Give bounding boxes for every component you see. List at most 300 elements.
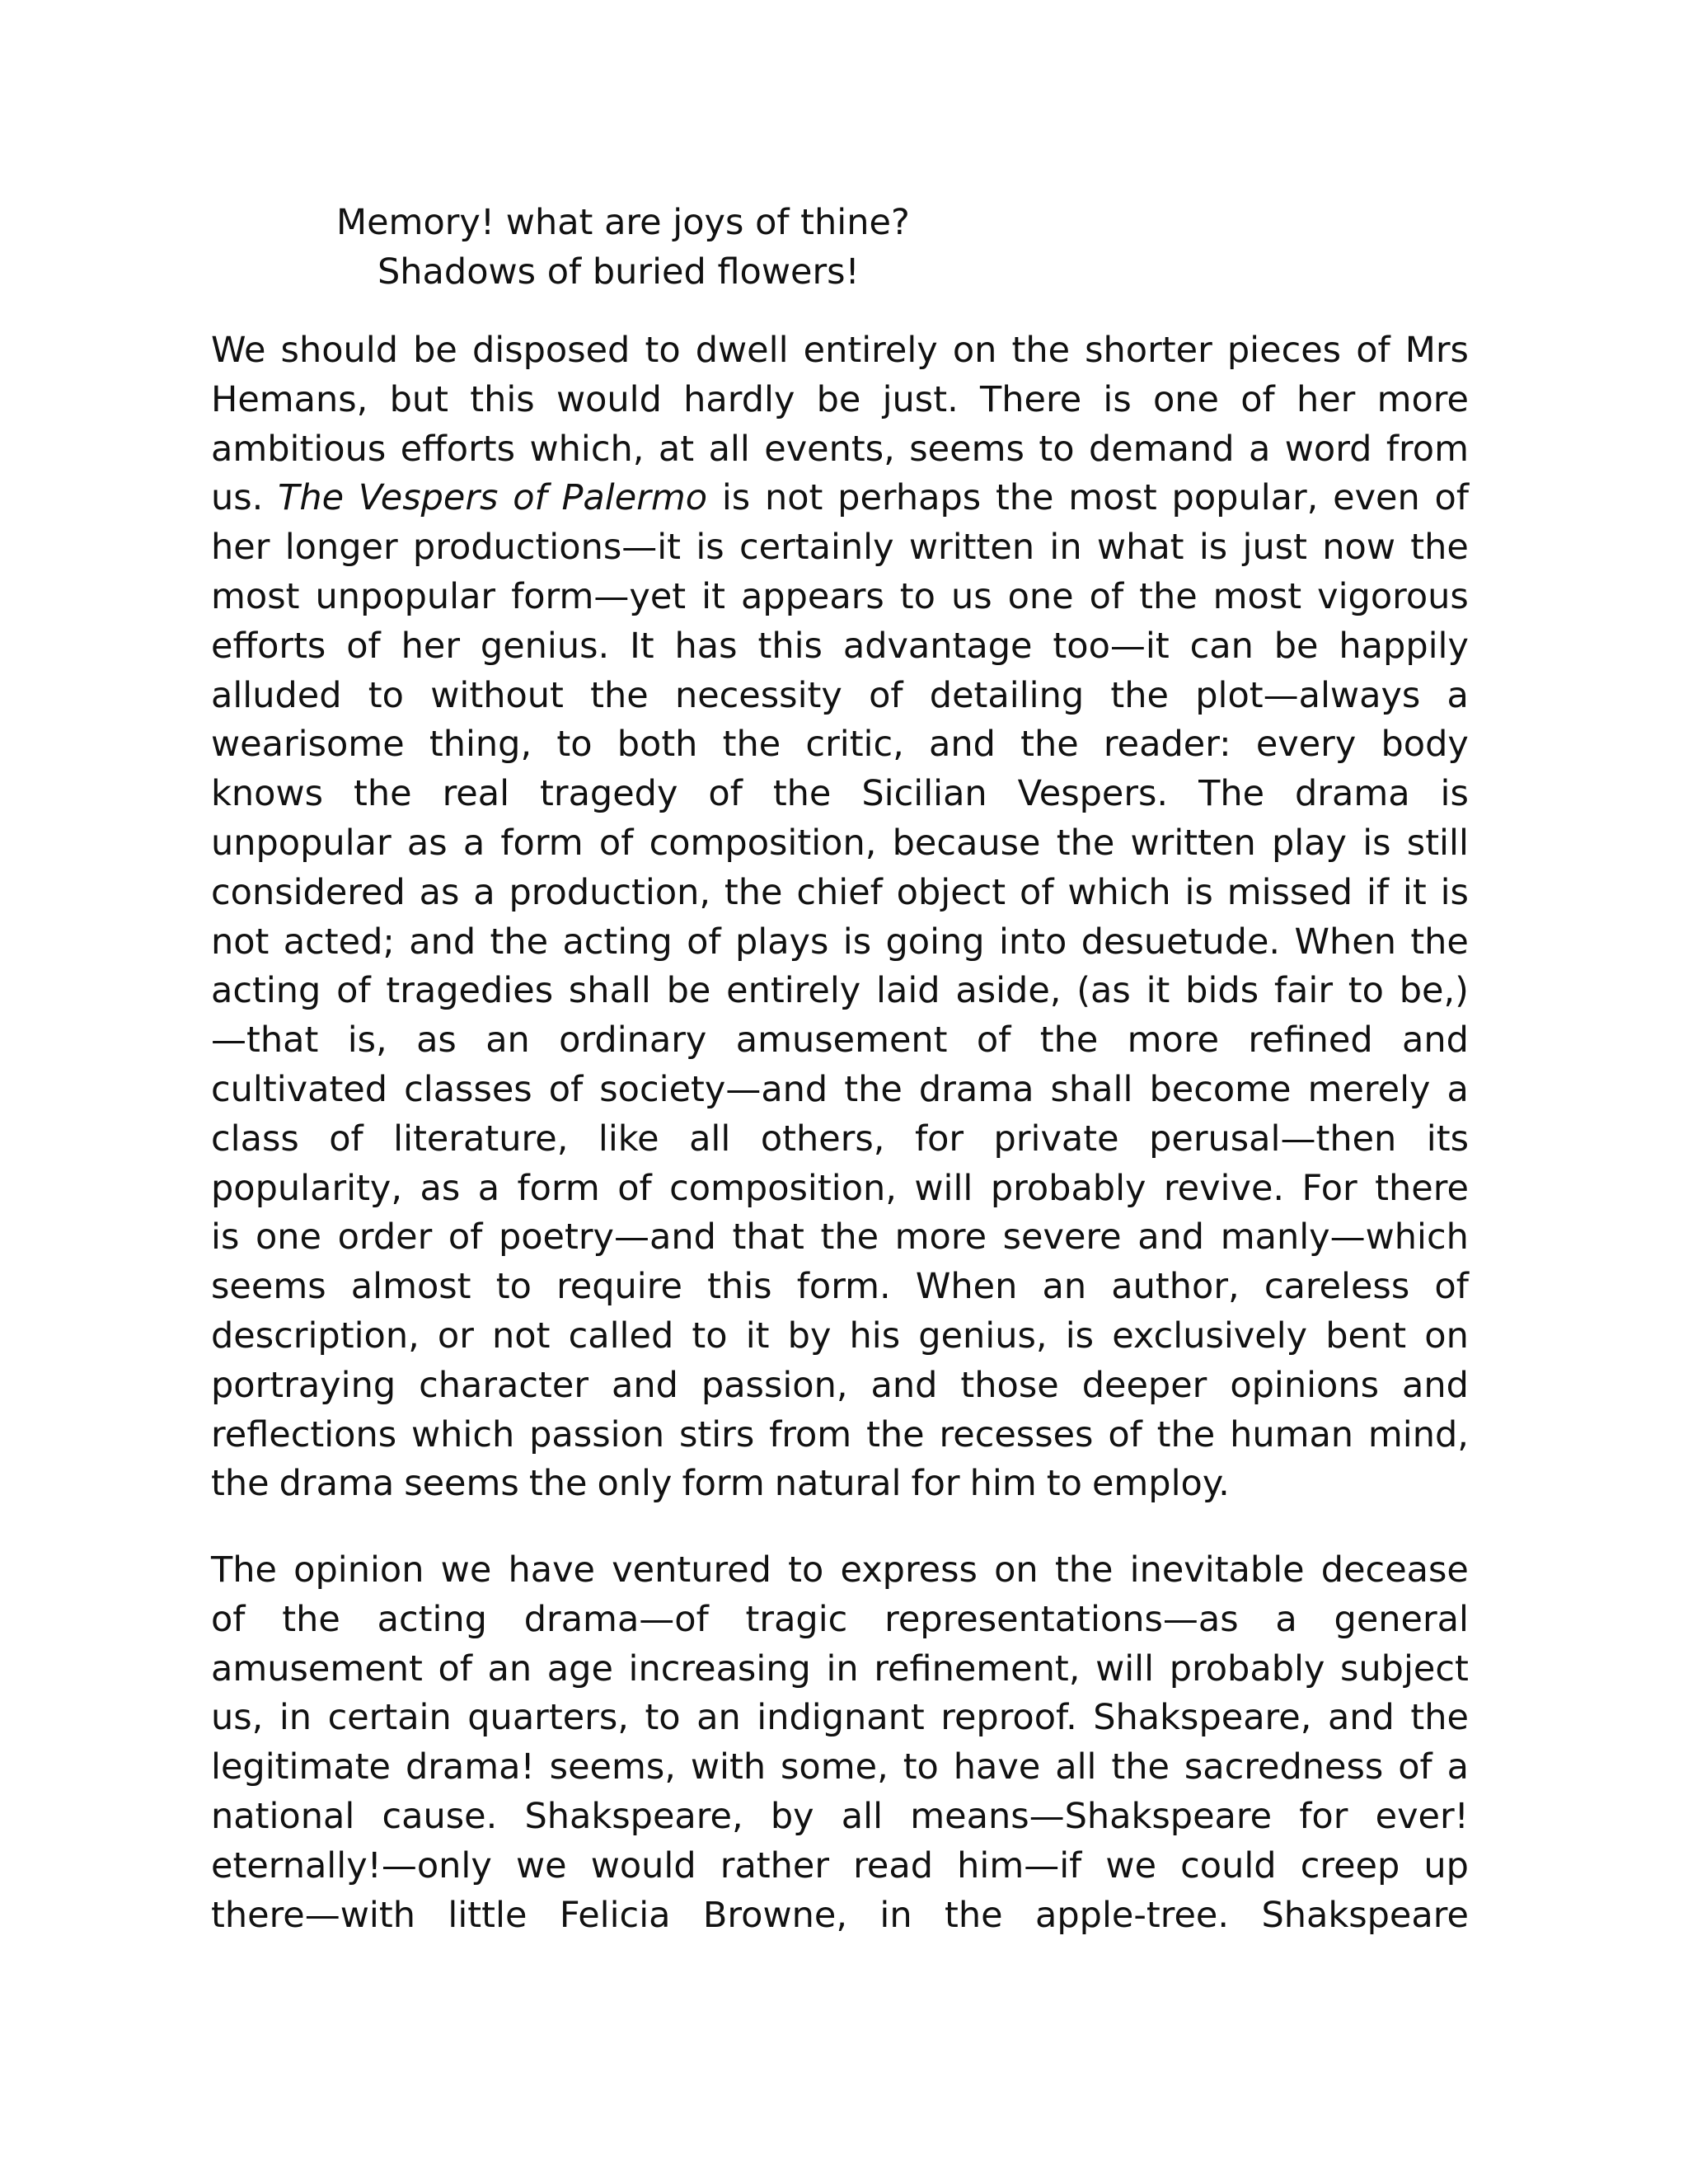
word: like xyxy=(598,1118,659,1160)
word: pieces xyxy=(1226,330,1342,371)
word: to xyxy=(645,330,681,371)
word: most xyxy=(1212,575,1302,617)
word: employ. xyxy=(1091,1463,1230,1505)
word: should xyxy=(280,330,399,371)
word: a xyxy=(1248,428,1271,470)
word: to xyxy=(645,1697,681,1739)
word: the xyxy=(1410,921,1469,963)
word: little xyxy=(448,1894,528,1936)
word: demand xyxy=(1088,428,1235,470)
word: to xyxy=(1039,428,1075,470)
word: of xyxy=(438,1647,472,1690)
word: reproof. xyxy=(940,1697,1077,1739)
word: composition, xyxy=(649,822,877,864)
word: is xyxy=(1362,822,1391,864)
word: alluded xyxy=(211,674,342,716)
word: more xyxy=(1127,1019,1220,1062)
word: and xyxy=(1327,1697,1395,1739)
word: indignant xyxy=(757,1697,925,1739)
word: of xyxy=(1398,1746,1432,1788)
word: and xyxy=(612,1364,678,1406)
word: chief xyxy=(796,871,883,913)
word: passion, xyxy=(701,1364,848,1406)
word: not xyxy=(492,1315,551,1357)
paragraph-line xyxy=(211,1694,1469,1743)
word: stirs xyxy=(678,1413,755,1455)
word: the xyxy=(1110,674,1169,716)
word: refinement, xyxy=(874,1647,1081,1690)
verse-epigraph xyxy=(336,198,910,297)
word: When xyxy=(1294,921,1396,963)
word: just xyxy=(1242,527,1307,569)
word: be xyxy=(413,330,457,371)
word: knows xyxy=(211,773,324,815)
paragraph-line xyxy=(211,1213,1469,1263)
word: with xyxy=(690,1746,767,1788)
word: play xyxy=(1271,822,1347,864)
word: is xyxy=(1440,773,1469,815)
word: us xyxy=(950,575,992,617)
word: her xyxy=(1296,378,1356,420)
word: passion xyxy=(529,1413,665,1455)
word: aside, xyxy=(955,970,1062,1012)
word: is xyxy=(1184,871,1213,913)
word: is xyxy=(721,477,751,519)
word: unpopular xyxy=(211,822,392,864)
word: efforts xyxy=(400,428,516,470)
word: will xyxy=(1095,1647,1155,1690)
word: quarters, xyxy=(467,1697,629,1739)
word: the xyxy=(590,674,649,716)
word: there—with xyxy=(211,1894,415,1936)
word: productions—it xyxy=(412,527,682,569)
word: an xyxy=(485,1019,530,1062)
word: tragedies xyxy=(386,970,554,1012)
word: and xyxy=(409,921,476,963)
word: the xyxy=(724,871,783,913)
word: shall xyxy=(568,970,651,1012)
word: into xyxy=(998,921,1067,963)
word: would xyxy=(590,1844,696,1886)
word: age xyxy=(546,1647,613,1690)
word: sacredness xyxy=(1184,1746,1384,1788)
word: others, xyxy=(760,1118,885,1160)
word: bent xyxy=(1325,1315,1407,1357)
word: is xyxy=(211,1216,240,1258)
word: merely xyxy=(1307,1068,1431,1110)
italic-title-word: Palermo xyxy=(561,477,708,519)
paragraph-1 xyxy=(211,326,1469,1509)
word: to xyxy=(368,674,404,716)
word: of xyxy=(346,625,381,667)
word: cause. xyxy=(382,1795,498,1837)
word: genius. xyxy=(480,625,610,667)
word: us, xyxy=(211,1697,264,1739)
word: drama xyxy=(1295,773,1410,815)
word: cultivated xyxy=(211,1068,388,1110)
word: drama xyxy=(918,1068,1034,1110)
word: acting xyxy=(562,921,673,963)
paragraph-line xyxy=(211,573,1469,622)
verse-line-1: Memory! what are joys of thine? xyxy=(336,202,910,243)
word: Felicia xyxy=(559,1894,671,1936)
word: called xyxy=(568,1315,674,1357)
word: private xyxy=(993,1118,1119,1160)
word: for xyxy=(1299,1795,1348,1837)
word: is xyxy=(1198,527,1228,569)
word: For xyxy=(1301,1167,1357,1209)
word: efforts xyxy=(211,625,326,667)
word: by xyxy=(770,1795,814,1837)
word: be xyxy=(816,378,861,420)
word: this xyxy=(470,378,535,420)
word: certain xyxy=(327,1697,452,1739)
word: him—if xyxy=(957,1844,1082,1886)
word: a xyxy=(477,1167,500,1209)
word: inevitable xyxy=(1129,1549,1305,1591)
word: the xyxy=(1056,822,1115,864)
word: can xyxy=(1189,625,1254,667)
word: what xyxy=(1096,527,1184,569)
word: a xyxy=(1275,1598,1297,1640)
word: has xyxy=(674,625,738,667)
word: to xyxy=(1046,1463,1082,1505)
word: all xyxy=(689,1118,731,1160)
word: Sicilian xyxy=(861,773,987,815)
word: Shakspeare xyxy=(1261,1894,1469,1936)
word: the xyxy=(820,1216,879,1258)
word: reader: xyxy=(1103,724,1231,766)
paragraph-line xyxy=(211,819,1469,869)
word: this xyxy=(757,625,823,667)
word: word xyxy=(1284,428,1372,470)
word: Hemans, xyxy=(211,378,368,420)
word: poetry—and xyxy=(498,1216,716,1258)
paragraph-line xyxy=(211,1263,1469,1312)
paragraph-line xyxy=(211,1546,1469,1596)
word: real xyxy=(442,773,510,815)
word: is xyxy=(1440,871,1469,913)
word: every xyxy=(1255,724,1357,766)
word: one xyxy=(1152,378,1220,420)
word: is, xyxy=(347,1019,387,1062)
word: without xyxy=(430,674,564,716)
word: national xyxy=(211,1795,355,1837)
paragraph-line xyxy=(211,1312,1469,1361)
word: almost xyxy=(350,1266,471,1308)
word: read xyxy=(853,1844,934,1886)
word: of xyxy=(708,773,743,815)
word: be xyxy=(666,970,711,1012)
word: for xyxy=(914,1118,964,1160)
word: which, xyxy=(529,428,645,470)
word: Shakspeare, xyxy=(524,1795,743,1837)
word: most xyxy=(1068,477,1157,519)
word: we xyxy=(1105,1844,1157,1886)
paragraph-line xyxy=(211,672,1469,721)
word: legitimate xyxy=(211,1746,392,1788)
word: There xyxy=(979,378,1082,420)
word: could xyxy=(1180,1844,1277,1886)
word: the xyxy=(1156,1413,1216,1455)
word: classes xyxy=(404,1068,532,1110)
paragraph-line xyxy=(211,425,1469,475)
word: certainly xyxy=(738,527,894,569)
word: more xyxy=(894,1216,987,1258)
word: it xyxy=(745,1315,770,1357)
word: the xyxy=(945,1894,1003,1936)
word: on xyxy=(1424,1315,1469,1357)
paragraph-line xyxy=(211,1115,1469,1165)
word: to xyxy=(692,1315,728,1357)
word: one xyxy=(255,1216,321,1258)
word: from xyxy=(769,1413,852,1455)
word: bids xyxy=(1185,970,1259,1012)
word: we xyxy=(440,1549,492,1591)
word: form—yet xyxy=(511,575,687,617)
word: happily xyxy=(1339,625,1469,667)
word: would xyxy=(556,378,662,420)
word: drama xyxy=(279,1463,395,1505)
word: general xyxy=(1334,1598,1469,1640)
word: all xyxy=(841,1795,884,1837)
word: is xyxy=(842,921,872,963)
word: the xyxy=(282,1598,340,1640)
word: advantage xyxy=(842,625,1033,667)
word: genius, xyxy=(918,1315,1048,1357)
word: drama! xyxy=(405,1746,535,1788)
paragraph-line xyxy=(211,1361,1469,1411)
word: if xyxy=(1366,871,1390,913)
word: amusement xyxy=(735,1019,948,1062)
word: the xyxy=(490,921,549,963)
word: popularity, xyxy=(211,1167,403,1209)
word: a xyxy=(1447,1746,1469,1788)
word: the xyxy=(211,1463,270,1505)
word: to xyxy=(495,1266,532,1308)
word: detailing xyxy=(929,674,1085,716)
word: order xyxy=(337,1216,433,1258)
word: on xyxy=(952,330,997,371)
paragraph-line xyxy=(211,1793,1469,1842)
word: description, xyxy=(211,1315,420,1357)
word: of xyxy=(617,1167,652,1209)
word: have xyxy=(953,1746,1041,1788)
word: portraying xyxy=(211,1364,396,1406)
word: reflections xyxy=(211,1413,397,1455)
word: and xyxy=(1137,1216,1205,1258)
word: seems xyxy=(211,1266,326,1308)
word: the xyxy=(354,773,412,815)
word: a xyxy=(1447,674,1469,716)
word: thing, xyxy=(429,724,532,766)
word: all xyxy=(708,428,750,470)
word: us. xyxy=(211,477,264,519)
word: drama—of xyxy=(523,1598,709,1640)
word: society—and xyxy=(599,1068,828,1110)
word: and xyxy=(929,724,996,766)
word: probably xyxy=(1169,1647,1325,1690)
verse-line-2: Shadows of buried flowers! xyxy=(377,251,860,293)
word: will xyxy=(914,1167,973,1209)
word: hardly xyxy=(683,378,795,420)
word: careless xyxy=(1264,1266,1410,1308)
paragraph-line xyxy=(211,622,1469,672)
word: acting xyxy=(211,970,321,1012)
word: because xyxy=(892,822,1041,864)
word: all xyxy=(1055,1746,1097,1788)
word: and xyxy=(1402,1364,1469,1406)
paragraph-line xyxy=(211,1743,1469,1793)
word: just. xyxy=(882,378,959,420)
word: longer xyxy=(284,527,398,569)
word: and xyxy=(870,1364,938,1406)
word: events, xyxy=(764,428,895,470)
word: of xyxy=(1434,477,1469,519)
word: Mrs xyxy=(1404,330,1469,371)
word: it xyxy=(1402,871,1427,913)
paragraph-line xyxy=(211,1596,1469,1645)
word: shorter xyxy=(1085,330,1212,371)
word: as xyxy=(419,871,460,913)
word: on xyxy=(994,1549,1039,1591)
word: for xyxy=(911,1463,960,1505)
word: which xyxy=(1067,871,1171,913)
italic-title-word: of xyxy=(513,477,547,519)
word: subject xyxy=(1340,1647,1469,1690)
word: the xyxy=(866,1413,925,1455)
word: ventured xyxy=(612,1549,771,1591)
word: be,) xyxy=(1399,970,1469,1012)
word: of xyxy=(869,674,903,716)
paragraph-line xyxy=(211,1460,1469,1509)
word: is xyxy=(1103,378,1132,420)
word: means—Shakspeare xyxy=(910,1795,1273,1837)
word: is xyxy=(1065,1315,1095,1357)
word: to xyxy=(788,1549,824,1591)
word: require xyxy=(556,1266,682,1308)
word: written xyxy=(1130,822,1256,864)
word: considered xyxy=(211,871,406,913)
word: as xyxy=(416,1019,457,1062)
word: wearisome xyxy=(211,724,405,766)
word: this xyxy=(707,1266,772,1308)
word: not xyxy=(764,477,823,519)
word: form xyxy=(500,822,584,864)
paragraph-line xyxy=(211,1842,1469,1891)
word: vigorous xyxy=(1317,575,1469,617)
word: form. xyxy=(796,1266,891,1308)
word: The xyxy=(1198,773,1265,815)
word: acting xyxy=(377,1598,487,1640)
word: as xyxy=(406,822,448,864)
word: which xyxy=(411,1413,515,1455)
word: missed xyxy=(1226,871,1353,913)
word: The xyxy=(211,1549,277,1591)
word: it xyxy=(701,575,725,617)
word: of xyxy=(1089,575,1124,617)
word: to xyxy=(556,724,593,766)
word: acted; xyxy=(283,921,395,963)
paragraph-line xyxy=(211,326,1469,376)
word: manly—which xyxy=(1220,1216,1469,1258)
word: —that xyxy=(211,1019,319,1062)
word: seems xyxy=(909,428,1025,470)
paragraph-line xyxy=(211,1891,1469,1941)
word: We xyxy=(211,330,266,371)
word: tragic xyxy=(745,1598,848,1640)
word: one xyxy=(1007,575,1074,617)
word: representations—as xyxy=(884,1598,1239,1640)
word: him xyxy=(969,1463,1037,1505)
word: up xyxy=(1423,1844,1469,1886)
word: that xyxy=(732,1216,804,1258)
word: those xyxy=(960,1364,1059,1406)
word: the xyxy=(1039,1019,1099,1062)
paragraph-line xyxy=(211,1411,1469,1460)
word: ever! xyxy=(1375,1795,1469,1837)
word: of xyxy=(1434,1266,1469,1308)
word: not xyxy=(211,921,270,963)
word: an xyxy=(696,1697,741,1739)
word: of xyxy=(687,921,721,963)
word: character xyxy=(419,1364,589,1406)
word: but xyxy=(389,378,449,420)
word: opinions xyxy=(1230,1364,1380,1406)
word: more xyxy=(1376,378,1469,420)
word: apple-tree. xyxy=(1035,1894,1230,1936)
word: form xyxy=(682,1463,765,1505)
word: at xyxy=(658,428,695,470)
word: literature, xyxy=(393,1118,569,1160)
word: laid xyxy=(876,970,940,1012)
word: opinion xyxy=(293,1549,424,1591)
word: popular, xyxy=(1171,477,1319,519)
word: written xyxy=(908,527,1035,569)
word: necessity xyxy=(674,674,842,716)
word: his xyxy=(849,1315,901,1357)
paragraph-2 xyxy=(211,1546,1469,1940)
word: be xyxy=(1273,625,1319,667)
word: of xyxy=(598,822,634,864)
word: natural xyxy=(774,1463,902,1505)
word: entirely xyxy=(803,330,938,371)
word: critic, xyxy=(805,724,904,766)
paragraph-line xyxy=(211,869,1469,918)
word: some, xyxy=(781,1746,889,1788)
word: of xyxy=(548,1068,584,1110)
word: decease xyxy=(1320,1549,1469,1591)
word: or xyxy=(437,1315,474,1357)
word: tragedy xyxy=(540,773,678,815)
paragraph-line xyxy=(211,918,1469,968)
word: of xyxy=(1020,871,1054,913)
word: the xyxy=(772,773,832,815)
paragraph-line xyxy=(211,1066,1469,1115)
word: fair xyxy=(1273,970,1334,1012)
word: there xyxy=(1375,1167,1469,1209)
paragraph-line xyxy=(211,474,1469,523)
word: the xyxy=(1011,330,1071,371)
word: express xyxy=(840,1549,978,1591)
word: in xyxy=(826,1647,859,1690)
word: from xyxy=(1386,428,1469,470)
paragraph-line xyxy=(211,967,1469,1016)
paragraph-line xyxy=(211,720,1469,770)
word: the xyxy=(1054,1549,1114,1591)
paragraph-line xyxy=(211,376,1469,425)
word: of xyxy=(976,1019,1011,1062)
